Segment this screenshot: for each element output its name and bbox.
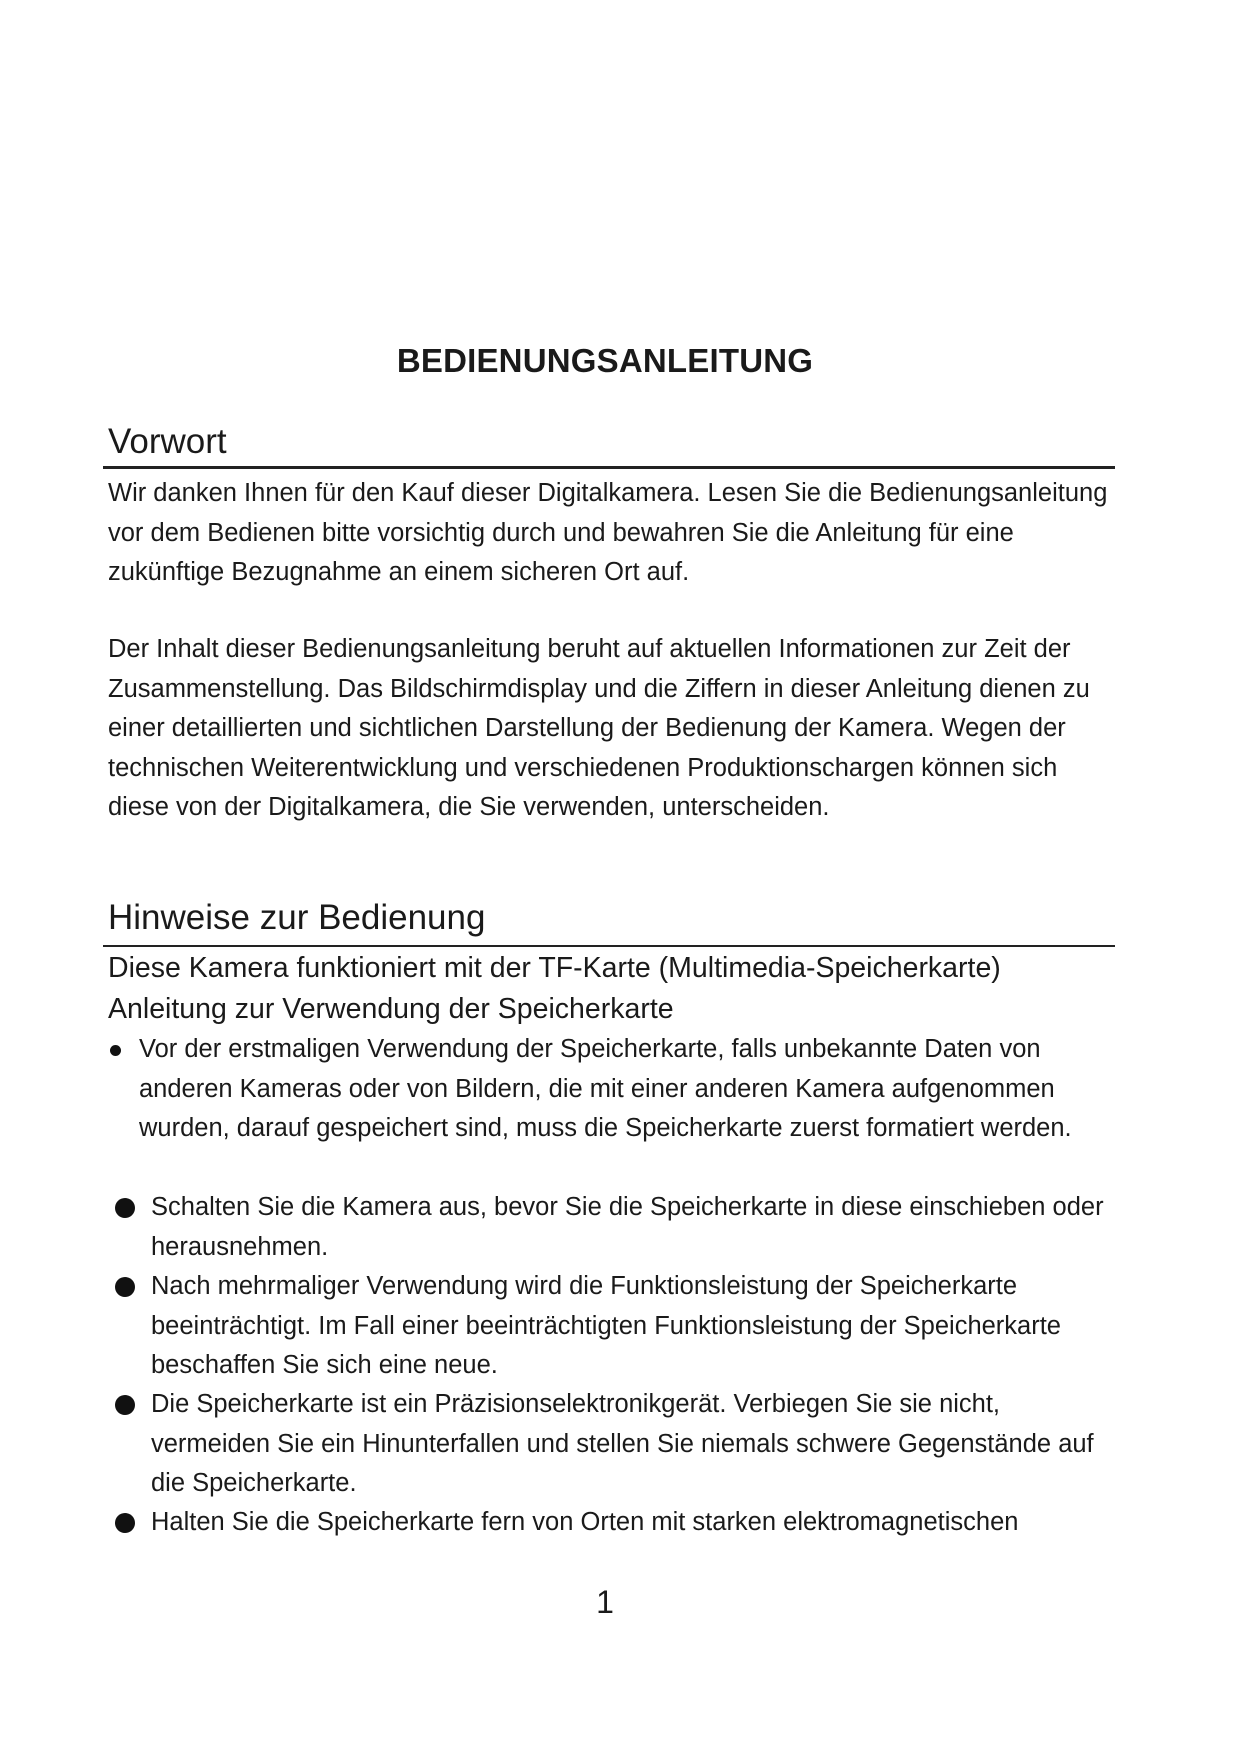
page-number: 1 xyxy=(596,1584,614,1620)
bullet-text: Vor der erstmaligen Verwendung der Speicherkarte, falls unbekannte Daten von anderen Kameras oder von Bildern, die mit einer anderen Kamera aufgenommen wurden, darauf gespeichert sind, muss die Speicherkarte zuerst formatiert werden. xyxy=(139,1035,1072,1142)
section-divider-hinweise xyxy=(103,945,1115,947)
bullet-dot-small xyxy=(110,1045,121,1056)
bullet-dot-large xyxy=(115,1198,135,1218)
bullet-item xyxy=(108,1030,1098,1149)
bullet-text: Nach mehrmaliger Verwendung wird die Funktionsleistung der Speicherkarte beeinträchtigt. Im Fall einer beeinträchtigten Funktionsleistung der Speicherkarte beschaffen Sie sich eine neue. xyxy=(151,1272,1061,1379)
vorwort-paragraph-2: Der Inhalt dieser Bedienungsanleitung beruht auf aktuellen Informationen zur Zeit der Zusammenstellung. Das Bildschirmdisplay und die Ziffern in dieser Anleitung dienen zu einer detaillierten und sichtlichen Darstellung der Bedienung der Kamera. Wegen der technischen Weiterentwicklung und verschiedenen Produktionschargen können sich diese von der Digitalkamera, die Sie verwenden, unterscheiden. xyxy=(108,635,1090,821)
bullet-dot-large xyxy=(115,1395,135,1415)
bullet-item xyxy=(108,1503,1148,1543)
section-divider-vorwort xyxy=(103,466,1115,469)
bullet-item xyxy=(108,1188,1108,1267)
section-heading-hinweise: Hinweise zur Bedienung xyxy=(108,898,486,937)
vorwort-paragraph-1: Wir danken Ihnen für den Kauf dieser Digitalkamera. Lesen Sie die Bedienungsanleitung vor dem Bedienen bitte vorsichtig durch und bewahren Sie die Anleitung für eine zukünftige Bezugnahme an einem sicheren Ort auf. xyxy=(108,479,1108,586)
section-heading-vorwort: Vorwort xyxy=(108,422,227,461)
bullet-text: Halten Sie die Speicherkarte fern von Orten mit starken elektromagnetischen xyxy=(151,1508,1019,1536)
bullet-text: Die Speicherkarte ist ein Präzisionselektronikgerät. Verbiegen Sie sie nicht, vermeiden Sie ein Hinunterfallen und stellen Sie niemals schwere Gegenstände auf die Speicherkarte. xyxy=(151,1390,1094,1497)
hinweise-intro-line: Diese Kamera funktioniert mit der TF-Karte (Multimedia-Speicherkarte) xyxy=(108,952,1001,984)
bullet-item xyxy=(108,1267,1108,1386)
hinweise-subheading-line: Anleitung zur Verwendung der Speicherkarte xyxy=(108,993,674,1025)
bullet-dot-large xyxy=(115,1277,135,1297)
document-title: BEDIENUNGSANLEITUNG xyxy=(396,342,814,379)
bullet-text: Schalten Sie die Kamera aus, bevor Sie die Speicherkarte in diese einschieben oder herausnehmen. xyxy=(151,1193,1104,1261)
bullet-item xyxy=(108,1385,1108,1504)
bullet-dot-large xyxy=(115,1513,135,1533)
